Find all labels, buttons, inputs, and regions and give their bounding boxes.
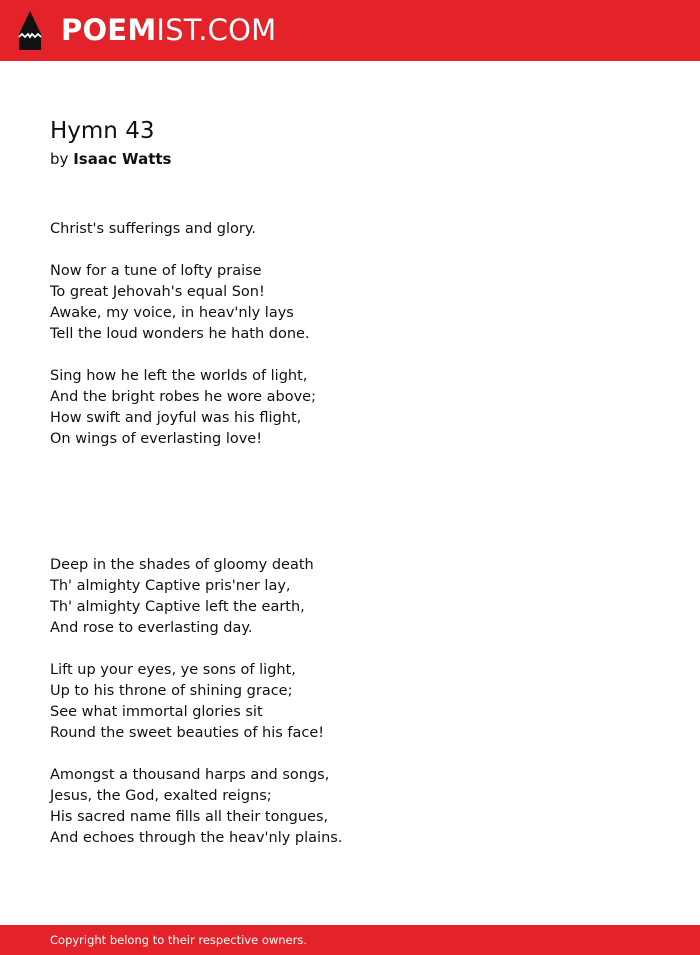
poem-line: See what immortal glories sit [50, 704, 263, 720]
stanza [50, 555, 650, 639]
logo-light-text: IST.COM [156, 13, 277, 47]
poem-byline [50, 149, 171, 169]
poem-title: Hymn 43 [50, 118, 155, 144]
poem-line: Th' almighty Captive pris'ner lay, [50, 578, 291, 594]
poem-line: To great Jehovah's equal Son! [50, 284, 265, 300]
poem-line: Now for a tune of lofty praise [50, 263, 262, 279]
copyright-notice: Copyright belong to their respective owners. [50, 933, 308, 947]
poem-line: Th' almighty Captive left the earth, [50, 599, 305, 615]
poem-line: Lift up your eyes, ye sons of light, [50, 662, 296, 678]
site-header [0, 0, 700, 61]
stanza [50, 261, 650, 345]
poem-line: And rose to everlasting day. [50, 620, 253, 636]
poem-line: Awake, my voice, in heav'nly lays [50, 305, 294, 321]
poem-line: Round the sweet beauties of his face! [50, 725, 325, 741]
poem-line: Deep in the shades of gloomy death [50, 557, 314, 573]
poem-line: Sing how he left the worlds of light, [50, 368, 308, 384]
by-label: by [50, 150, 69, 168]
site-logo[interactable] [61, 13, 276, 47]
stanza [50, 660, 650, 744]
poem-line: Jesus, the God, exalted reigns; [50, 788, 272, 804]
stanza [50, 765, 650, 849]
poem-line: Up to his throne of shining grace; [50, 683, 293, 699]
stanza-subtitle [50, 219, 650, 240]
poem-line: How swift and joyful was his flight, [50, 410, 302, 426]
site-footer [0, 925, 700, 955]
stanza [50, 366, 650, 450]
poem-line: And the bright robes he wore above; [50, 389, 316, 405]
poem-line: Amongst a thousand harps and songs, [50, 767, 330, 783]
pencil-tip-icon[interactable] [17, 10, 43, 51]
poem-line: And echoes through the heav'nly plains. [50, 830, 343, 846]
poem-author: Isaac Watts [73, 150, 172, 168]
poem-line: Tell the loud wonders he hath done. [50, 326, 310, 342]
logo-bold-text: POEM [61, 13, 157, 47]
poem-line: His sacred name fills all their tongues, [50, 809, 329, 825]
poem-line: Christ's sufferings and glory. [50, 221, 256, 237]
poem-line: On wings of everlasting love! [50, 431, 263, 447]
